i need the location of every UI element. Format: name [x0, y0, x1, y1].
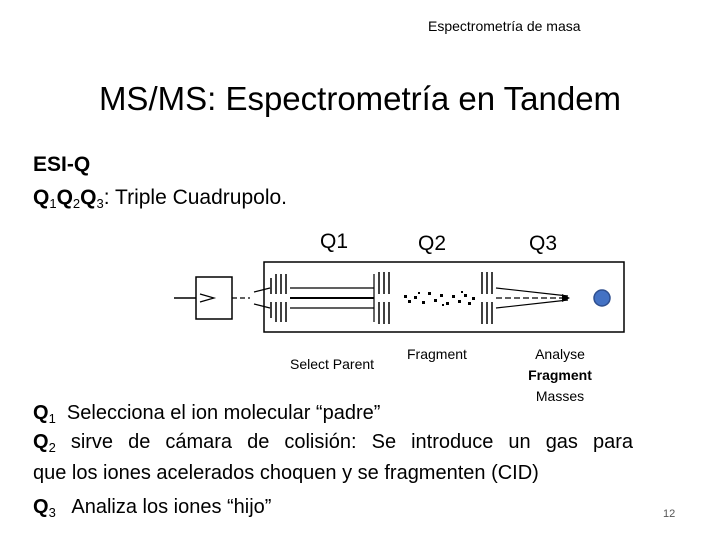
- analyse-label: [515, 344, 605, 407]
- source-arrow: [200, 294, 214, 302]
- page-number: 12: [663, 508, 676, 520]
- triple-quad-line: [33, 186, 287, 211]
- skimmer: [254, 288, 270, 292]
- detector-icon: [594, 290, 610, 306]
- q-letter: Q: [33, 496, 49, 518]
- subscript: 1: [48, 411, 56, 426]
- analyse-line: Analyse: [535, 346, 585, 362]
- q3-beam-path: [496, 288, 568, 296]
- q-letter: Q: [56, 186, 73, 209]
- q-letter: Q: [33, 431, 49, 453]
- q2-description-continued: [33, 462, 539, 485]
- q1-rods: [271, 274, 286, 322]
- q-letter: Q: [80, 186, 97, 209]
- description-text: que los iones acelerados choquen y se fragmenten (CID): [33, 462, 539, 484]
- subscript: 1: [49, 196, 57, 211]
- subscript: 3: [96, 196, 104, 211]
- slide-header: Espectrometría de masa: [428, 18, 581, 34]
- fragment-label: Fragment: [407, 346, 467, 362]
- q3-rods: [482, 272, 492, 324]
- q1-label: Q1: [320, 230, 349, 253]
- q3-beam-path: [496, 300, 568, 308]
- q2-label: Q2: [418, 232, 447, 255]
- triple-quadrupole-diagram: [170, 258, 628, 340]
- q-letter: Q: [33, 186, 50, 209]
- q3-label: Q3: [529, 232, 558, 255]
- subscript: 2: [48, 440, 56, 455]
- ionization-line: ESI-Q: [33, 153, 91, 176]
- q2-rods: [379, 272, 389, 324]
- q1-description: [33, 402, 380, 426]
- q-letter: Q: [33, 402, 49, 424]
- q3-description: [33, 496, 271, 520]
- description-text: sirve de cámara de colisión: Se introduce un gas para: [55, 431, 633, 453]
- description-text: Selecciona el ion molecular “padre”: [55, 402, 381, 424]
- analyse-line: Masses: [535, 388, 585, 404]
- subscript: 2: [72, 196, 81, 211]
- description-text: Analiza los iones “hijo”: [55, 496, 272, 518]
- slide-title: MS/MS: Espectrometría en Tandem: [98, 80, 622, 117]
- subscript: 3: [48, 505, 56, 520]
- collision-fragments: [404, 291, 475, 306]
- select-parent-label: Select Parent: [290, 356, 375, 372]
- line2-text: : Triple Cuadrupolo.: [103, 186, 288, 209]
- analyse-line: Fragment: [528, 367, 592, 383]
- q2-description: [33, 431, 633, 455]
- skimmer: [254, 304, 270, 308]
